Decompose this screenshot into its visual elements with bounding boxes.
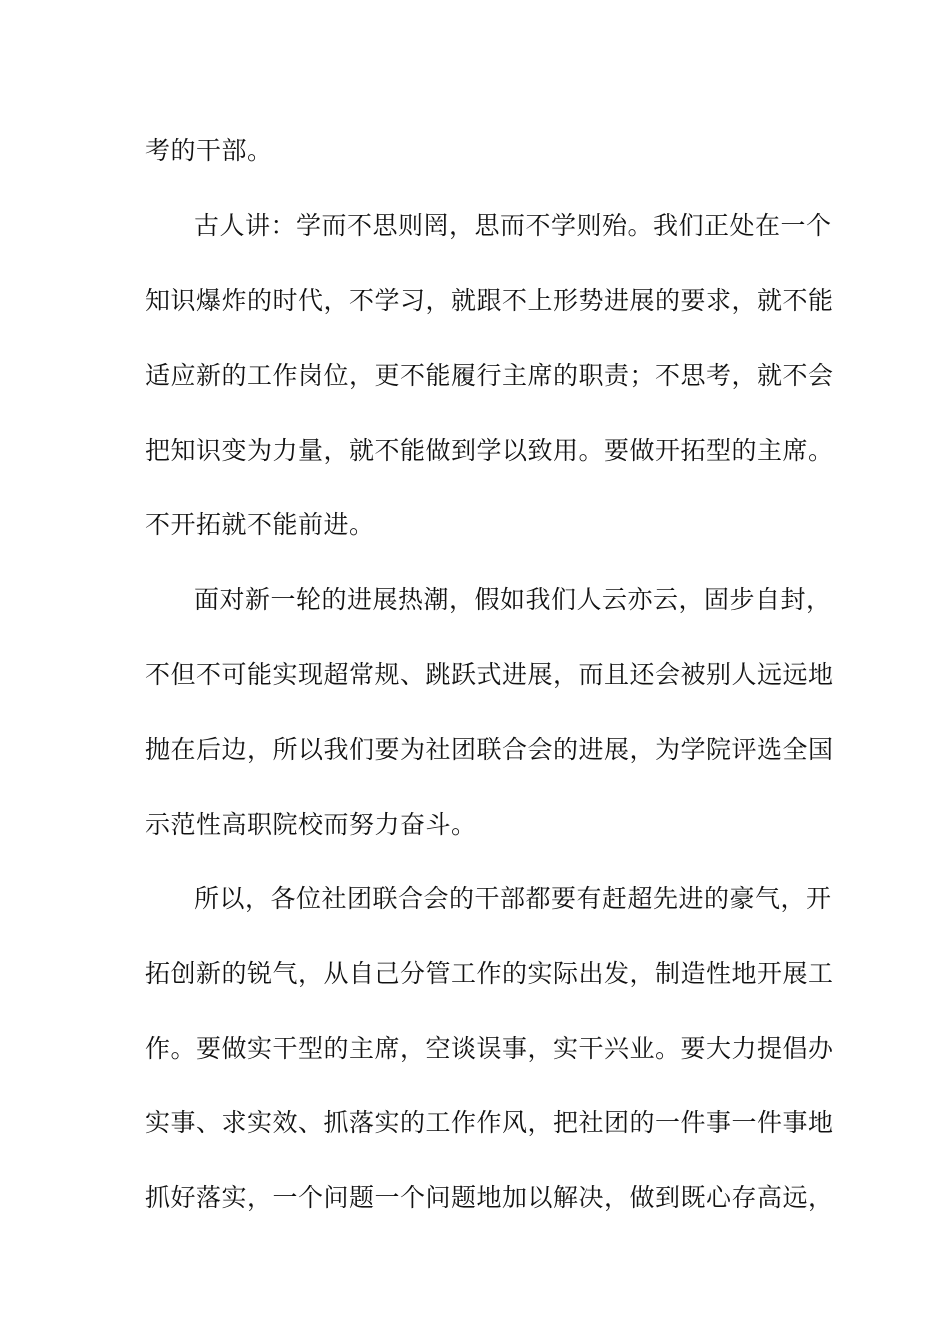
text-line: 把知识变为力量，就不能做到学以致用。要做开拓型的主席。 [145, 436, 834, 465]
paragraph-start-line: 所以，各位社团联合会的干部都要有赶超先进的豪气，开 [194, 884, 832, 913]
text-line: 实事、求实效、抓落实的工作作风，把社团的一件事一件事地 [145, 1108, 834, 1137]
paragraph-start-line: 古人讲：学而不思则罔，思而不学则殆。我们正处在一个 [194, 211, 832, 240]
text-line: 示范性高职院校而努力奋斗。 [145, 810, 477, 839]
text-line: 不但不可能实现超常规、跳跃式进展，而且还会被别人远远地 [145, 660, 834, 689]
text-line: 拓创新的锐气，从自己分管工作的实际出发，制造性地开展工 [145, 959, 834, 988]
text-line: 抛在后边，所以我们要为社团联合会的进展，为学院评选全国 [145, 735, 834, 764]
text-line: 知识爆炸的时代，不学习，就跟不上形势进展的要求，就不能 [145, 286, 834, 315]
paragraph-start-line: 面对新一轮的进展热潮，假如我们人云亦云，固步自封， [194, 585, 832, 614]
text-line: 不开拓就不能前进。 [145, 510, 375, 539]
text-line: 抓好落实，一个问题一个问题地加以解决，做到既心存高远， [145, 1183, 834, 1212]
text-line: 作。要做实干型的主席，空谈误事，实干兴业。要大力提倡办 [145, 1034, 834, 1063]
text-line: 考的干部。 [145, 136, 273, 165]
text-line: 适应新的工作岗位，更不能履行主席的职责；不思考，就不会 [145, 361, 834, 390]
